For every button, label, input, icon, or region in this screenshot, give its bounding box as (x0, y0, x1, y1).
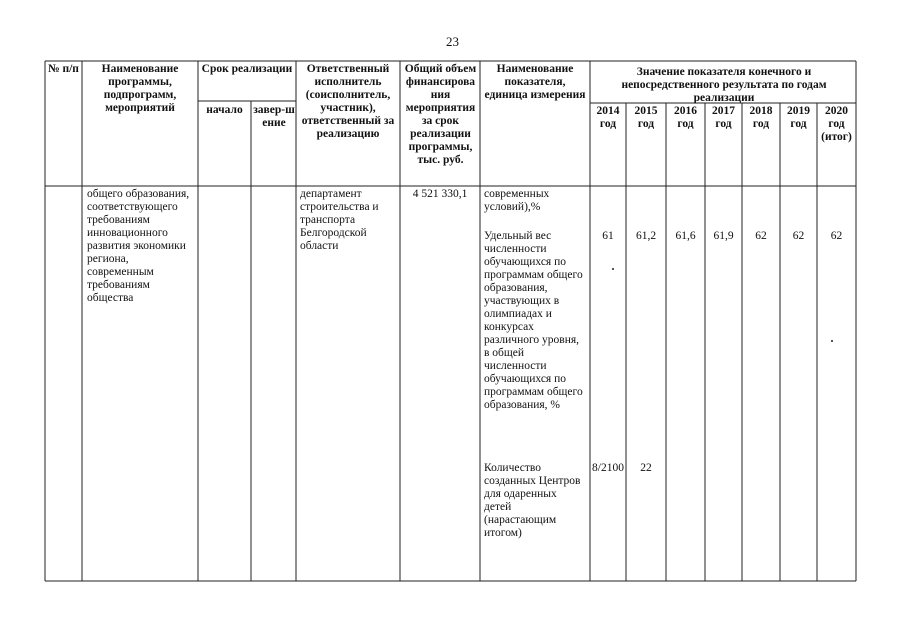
indicator-3: Количество созданных Центров для одаренных детей (нарастающим итогом) (484, 462, 581, 539)
value-2019: 62 (792, 230, 805, 242)
value-2017: 61,9 (713, 230, 734, 242)
header-year-2020: 2020 год (итог) (821, 105, 852, 143)
header-financing: Общий объем финансирова ния мероприятия за срок реализации программы, тыс. руб. (404, 63, 477, 166)
header-num: № п/п (48, 63, 79, 75)
header-values-group: Значение показателя конечного и непосредственного результата по годам реализации (621, 66, 827, 104)
row-name: общего образования, соответствующего требованиям инновационного развития экономики региона, современным требованиям общества (87, 188, 190, 304)
header-name: Наименование программы, подпрограмм, мероприятий (101, 63, 179, 114)
row-financing: 4 521 330,1 (412, 188, 468, 200)
header-executor: Ответственный исполнитель (соисполнитель, участник), ответственный за реализацию (301, 63, 395, 140)
value-2018: 62 (755, 230, 767, 242)
value-2016: 61,6 (675, 230, 696, 242)
indicator-1: современных условий),% (484, 188, 550, 213)
row-executor: департамент строительства и транспорта Белгородской области (300, 188, 379, 252)
header-year-2016: 2016 год (674, 105, 697, 130)
header-start: начало (206, 104, 243, 116)
header-year-2019: 2019 год (787, 105, 810, 130)
header-indicator: Наименование показателя, единица измерения (484, 63, 586, 101)
scan-speck (831, 340, 833, 342)
scan-speck (612, 268, 614, 270)
indicator-2: Удельный вес численности обучающихся по программам общего образования, участвующих в олимпиадах и конкурсах различного уровня, в общей численности обучающихся по программам общего образования, % (484, 230, 583, 411)
value-3-2015: 22 (640, 462, 652, 474)
value-2015: 61,2 (635, 230, 657, 242)
header-end: завер-шение (253, 104, 295, 129)
header-year-2017: 2017 год (712, 105, 735, 130)
header-term: Срок реализации (201, 63, 293, 75)
value-2020: 62 (830, 230, 843, 242)
value-2014: 61 (602, 230, 614, 242)
header-year-2014: 2014 год (596, 105, 620, 130)
page-number: 23 (446, 34, 459, 49)
header-year-2015: 2015 год (634, 105, 658, 130)
value-3-2014: 8/2100 (592, 462, 624, 474)
header-year-2018: 2018 год (749, 105, 773, 130)
